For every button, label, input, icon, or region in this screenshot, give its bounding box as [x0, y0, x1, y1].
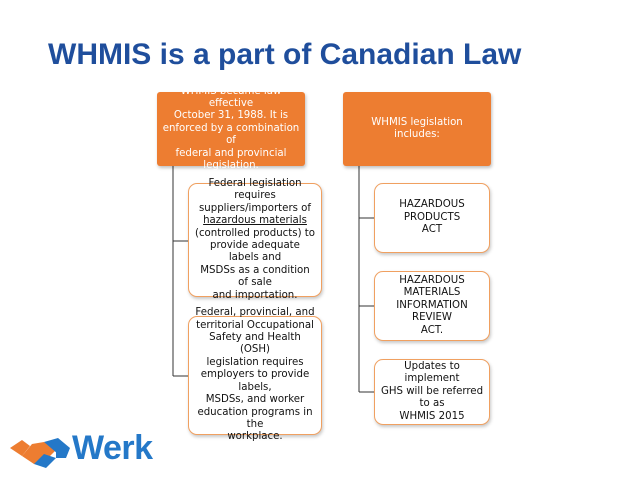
federal-text-after: (controlled products) to provide adequate labels and MSDSs as a condition of sale and importation.: [194, 227, 316, 301]
hazardous-products-act-box: [374, 183, 490, 253]
hmira-text: HAZARDOUS MATERIALS INFORMATION REVIEW ACT.: [396, 274, 468, 336]
osh-legislation-box: [188, 307, 322, 443]
handshake-icon: [10, 438, 70, 468]
ghs-update-text: Updates to implement GHS will be referred to as WHMIS 2015: [380, 360, 484, 422]
ghs-update-box: [374, 359, 490, 425]
federal-text-underlined: hazardous materials: [203, 215, 307, 227]
right-header-text: WHMIS legislation includes:: [371, 116, 463, 140]
hazardous-products-act-text: HAZARDOUS PRODUCTS ACT: [399, 199, 465, 236]
right-header-box: [343, 92, 491, 166]
osh-legislation-text: Federal, provincial, and territorial Occupational Safety and Health (OSH) legislation requires employers to provide labels, MSDSs, and worker education programs in the workplace.: [195, 307, 315, 443]
left-header-box: [157, 85, 305, 172]
federal-legislation-box: [188, 177, 322, 301]
federal-text-before: Federal legislation requires suppliers/importers of: [198, 177, 311, 214]
federal-legislation-text: [189, 178, 321, 302]
werk-brand-text: Werk: [72, 429, 153, 467]
hmira-box: [374, 271, 490, 341]
slide-title: WHMIS is a part of Canadian Law: [48, 38, 522, 71]
left-header-text: WHMIS became law effective October 31, 1988. It is enforced by a combination of federal and provincial legislation.: [162, 85, 300, 172]
